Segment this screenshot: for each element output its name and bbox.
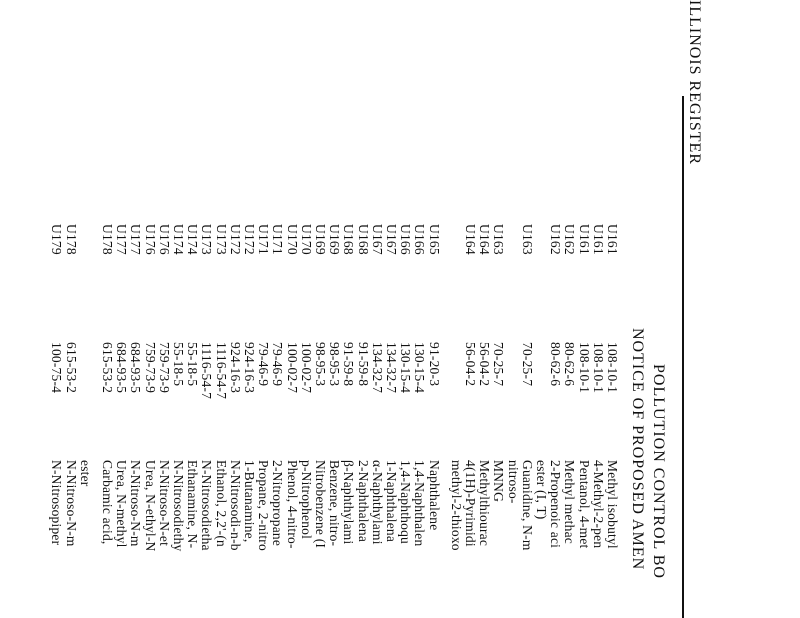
row-code: U168 [355, 224, 371, 255]
row-cas: 56-04-2 [477, 342, 493, 387]
row-name: MNNG [491, 460, 507, 503]
row-name: N-Nitroso-N-et [156, 460, 172, 547]
row-name: ester (I, T) [534, 460, 549, 520]
row-code: U172 [242, 224, 257, 255]
row-code: U176 [156, 224, 172, 255]
row-name: N-Nitrosopiper [49, 460, 65, 546]
row-name: β-Naphthylami [341, 460, 357, 545]
row-name: Urea, N-methyl [114, 460, 130, 548]
row-code: U177 [114, 224, 130, 255]
row-name: α-Naphthylami [369, 460, 385, 545]
row-cas: 55-18-5 [171, 342, 186, 387]
register-title: ILLINOIS REGISTER [686, 0, 703, 165]
row-name: N-Nitroso-N-m [128, 460, 144, 547]
row-code: U176 [142, 224, 158, 255]
board-title: POLLUTION CONTROL BO [650, 364, 667, 579]
row-code: U173 [199, 224, 215, 255]
row-code: U178 [100, 224, 115, 255]
row-name: Guanidine, N-m [519, 460, 535, 551]
row-code: U163 [491, 224, 507, 255]
row-code: U167 [384, 224, 399, 255]
row-code: U167 [369, 224, 385, 255]
row-name: N-Nitrosodi-n-b [227, 460, 243, 551]
row-cas: 759-73-9 [142, 342, 158, 394]
row-cas: 100-02-7 [298, 342, 314, 394]
row-code: U173 [213, 224, 229, 255]
row-cas: 100-02-7 [284, 342, 300, 394]
row-cas: 91-59-8 [341, 342, 357, 387]
row-cas: 1116-54-7 [213, 342, 229, 400]
row-cas: 134-32-7 [369, 342, 385, 394]
row-code: U178 [63, 224, 79, 255]
row-name: Nitrobenzene (I [313, 460, 328, 549]
row-cas: 615-53-2 [100, 342, 115, 394]
row-name: Benzene, nitro- [327, 460, 343, 547]
row-cas: 56-04-2 [463, 342, 478, 387]
row-code: U162 [562, 224, 578, 255]
row-cas: 759-73-9 [156, 342, 172, 394]
row-name: 1-Naphthalena [384, 460, 399, 543]
row-name: 4(1H)-Pyrimidi [463, 460, 478, 547]
row-name: Pentanol, 4-met [576, 460, 592, 549]
row-code: U179 [49, 224, 65, 255]
row-code: U166 [412, 224, 428, 255]
notice-title: NOTICE OF PROPOSED AMEN [629, 328, 646, 571]
row-cas: 615-53-2 [63, 342, 79, 394]
row-code: U172 [227, 224, 243, 255]
row-name: Ethanamine, N- [185, 460, 201, 549]
row-name: ester [77, 460, 93, 487]
row-name: Methyl isobutyl [605, 460, 620, 549]
header-rule [682, 96, 684, 618]
row-code: U161 [605, 224, 620, 255]
row-cas: 684-93-5 [128, 342, 144, 394]
row-name: 4-Methyl-2-pen [590, 460, 606, 549]
row-code: U164 [463, 224, 478, 255]
row-cas: 79-46-9 [270, 342, 286, 387]
row-code: U169 [327, 224, 343, 255]
row-name: Carbamic acid, [100, 460, 115, 545]
row-code: U170 [284, 224, 300, 255]
row-name: 2-Naphthalena [355, 460, 371, 543]
row-name: Propane, 2-nitro [256, 460, 272, 551]
row-cas: 98-95-3 [327, 342, 343, 387]
row-cas: 684-93-5 [114, 342, 130, 394]
row-code: U162 [548, 224, 564, 255]
row-cas: 80-62-6 [548, 342, 564, 387]
row-name: 2-Propenoic aci [548, 460, 564, 549]
row-code: U161 [576, 224, 592, 255]
row-code: U164 [477, 224, 493, 255]
row-code: U161 [590, 224, 606, 255]
row-cas: 70-25-7 [491, 342, 507, 387]
row-name: Ethanol, 2,2'-(n [213, 460, 229, 547]
row-code: U163 [519, 224, 535, 255]
row-cas: 79-46-9 [256, 342, 272, 387]
row-cas: 130-15-4 [412, 342, 428, 394]
row-cas: 100-75-4 [49, 342, 65, 394]
row-cas: 91-59-8 [355, 342, 371, 387]
row-name: 1-Butanamine, [242, 460, 257, 543]
row-name: N-Nitroso-N-m [63, 460, 79, 547]
row-code: U174 [185, 224, 201, 255]
row-name: N-Nitrosodiethy [171, 460, 186, 552]
row-cas: 134-32-7 [384, 342, 399, 394]
row-cas: 108-10-1 [605, 342, 620, 394]
row-name: N-Nitrosodietha [199, 460, 215, 551]
row-cas: 924-16-3 [242, 342, 257, 394]
row-name: 2-Nitropropane [270, 460, 286, 547]
row-cas: 91-20-3 [426, 342, 442, 387]
row-code: U174 [171, 224, 186, 255]
row-code: U166 [398, 224, 414, 255]
row-code: U168 [341, 224, 357, 255]
row-code: U171 [270, 224, 286, 255]
row-code: U177 [128, 224, 144, 255]
row-code: U171 [256, 224, 272, 255]
row-name: Phenol, 4-nitro- [284, 460, 300, 549]
row-name: Methyl methac [562, 460, 578, 544]
row-name: Urea, N-ethyl-N [142, 460, 158, 552]
row-name: 1,4-Naphthoqu [398, 460, 414, 544]
row-cas: 108-10-1 [576, 342, 592, 394]
row-cas: 1116-54-7 [199, 342, 215, 400]
row-name: methyl-2-thioxo [448, 460, 464, 551]
row-code: U170 [298, 224, 314, 255]
row-cas: 98-95-3 [313, 342, 328, 387]
row-cas: 70-25-7 [519, 342, 535, 387]
row-name: Naphthalene [426, 460, 442, 531]
row-cas: 130-15-4 [398, 342, 414, 394]
row-name: Methylthiourac [477, 460, 493, 547]
row-code: U165 [426, 224, 442, 255]
row-cas: 924-16-3 [227, 342, 243, 394]
row-cas: 55-18-5 [185, 342, 201, 387]
row-cas: 108-10-1 [590, 342, 606, 394]
row-name: nitroso- [505, 460, 521, 504]
row-name: p-Nitrophenol [298, 460, 314, 540]
row-code: U169 [313, 224, 328, 255]
row-cas: 80-62-6 [562, 342, 578, 387]
row-name: 1,4-Naphthalen [412, 460, 428, 547]
